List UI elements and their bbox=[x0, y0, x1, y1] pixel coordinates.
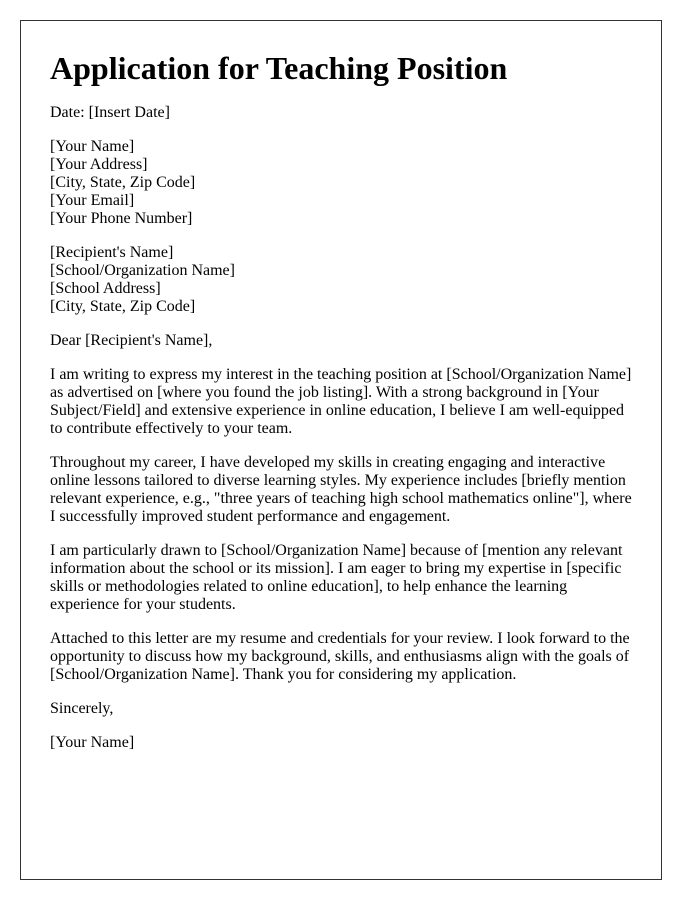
letter-page bbox=[20, 20, 662, 880]
sender-email: [Your Email] bbox=[50, 192, 135, 209]
sender-city-state-zip: [City, State, Zip Code] bbox=[50, 174, 196, 191]
recipient-address-block bbox=[50, 244, 632, 316]
recipient-school-address: [School Address] bbox=[50, 280, 161, 297]
body-paragraph: Throughout my career, I have developed my skills in creating engaging and interactive online lessons tailored to diverse learning styles. My experience includes [briefly mention relevant experience, e.g., "three years of teaching high school mathematics online"], where I successfully improved student performance and engagement. bbox=[50, 454, 632, 525]
sender-address: [Your Address] bbox=[50, 156, 148, 173]
recipient-city-state-zip: [City, State, Zip Code] bbox=[50, 298, 196, 315]
signature: [Your Name] bbox=[50, 734, 135, 751]
salutation: Dear [Recipient's Name], bbox=[50, 332, 213, 349]
body-paragraph: I am particularly drawn to [School/Organization Name] because of [mention any relevant information about the school or its mission]. I am eager to bring my expertise in [specific skills or methodologies related to online education], to help enhance the learning experience for your students. bbox=[50, 542, 623, 613]
page-title: Application for Teaching Position bbox=[50, 50, 508, 86]
recipient-organization: [School/Organization Name] bbox=[50, 262, 235, 279]
sender-phone: [Your Phone Number] bbox=[50, 210, 193, 227]
sender-name: [Your Name] bbox=[50, 138, 135, 155]
body-paragraph: Attached to this letter are my resume and credentials for your review. I look forward to the opportunity to discuss how my background, skills, and enthusiasms align with the goals of [School/Organization Name]. Thank you for considering my application. bbox=[50, 630, 630, 683]
date-line: Date: [Insert Date] bbox=[50, 104, 170, 121]
sender-address-block bbox=[50, 138, 632, 228]
body-paragraph: I am writing to express my interest in the teaching position at [School/Organization Name] as advertised on [where you found the job listing]. With a strong background in [Your Subject/Field] and extensive experience in online education, I believe I am well-equipped to contribute effectively to your team. bbox=[50, 366, 632, 437]
closing: Sincerely, bbox=[50, 700, 114, 717]
recipient-name: [Recipient's Name] bbox=[50, 244, 174, 261]
